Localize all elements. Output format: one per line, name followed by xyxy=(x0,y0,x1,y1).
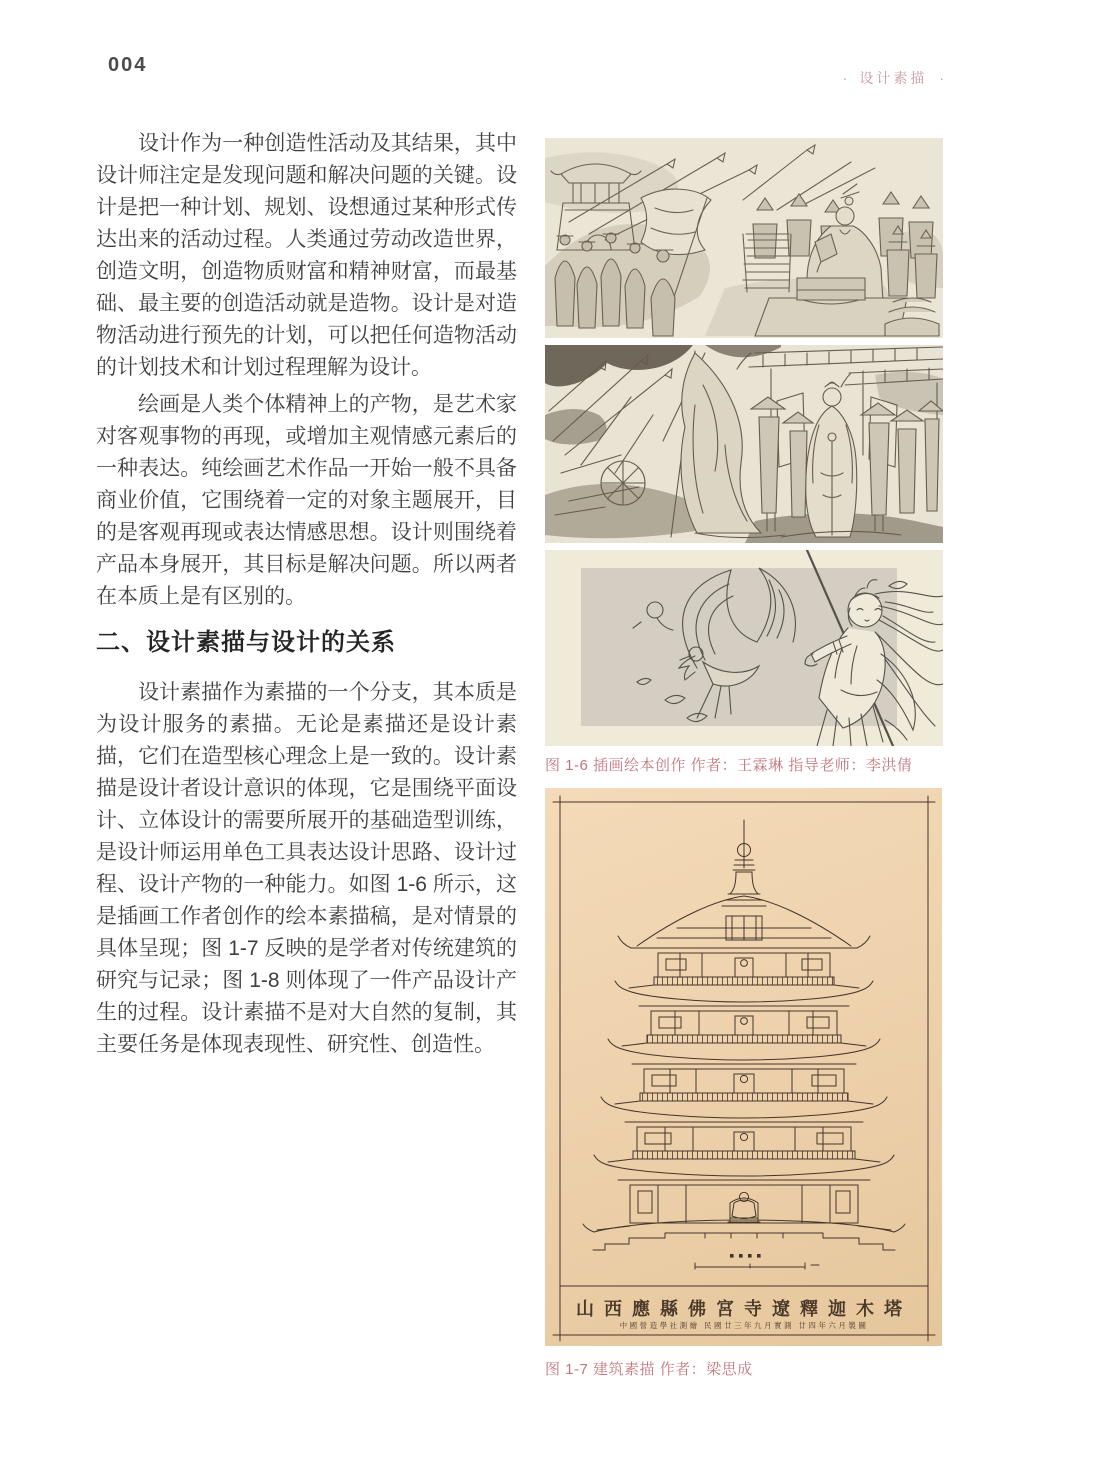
plate-subtitle: 中國營造學社測繪 民國廿三年九月實測 廿四年六月製圖 xyxy=(619,1321,869,1330)
running-head-right-dot: · xyxy=(939,70,944,86)
figure-column xyxy=(545,138,943,1380)
figure-1-6-caption: 图 1-6 插画绘本创作 作者：王霖琳 指导老师：李洪倩 xyxy=(545,757,913,774)
plate-title: 山西應縣佛宮寺遼釋迦木塔 xyxy=(576,1299,912,1319)
running-head-left-dot: · xyxy=(842,70,848,86)
running-head xyxy=(843,68,944,88)
body-paragraph-2: 绘画是人类个体精神上的产物，是艺术家对客观事物的再现，或增加主观情感元素后的一种表达。纯绘画艺术作品一开始一般不具备商业价值，它围绕着一定的对象主题展开，目的是客观再现或表达情感思想。设计则围绕着产品本身展开，其目标是解决问题。所以两者在本质上是有区别的。 xyxy=(96,393,517,608)
figure-1-6-sketch-panel-3 xyxy=(545,550,943,746)
pagoda-drawing xyxy=(545,788,942,1346)
figure-1-7-caption: 图 1-7 建筑素描 作者：梁思成 xyxy=(545,1361,753,1378)
body-paragraph-1: 设计作为一种创造性活动及其结果，其中设计师注定是发现问题和解决问题的关键。设计是把一种计划、规划、设想通过某种形式传达出来的活动过程。人类通过劳动改造世界，创造文明，创造物质财富和精神财富，而最基础、最主要的创造活动就是造物。设计是对造物活动进行预先的计划，可以把任何造物活动的计划技术和计划过程理解为设计。 xyxy=(96,132,517,379)
page-number: 004 xyxy=(108,54,148,76)
running-head-title: 设计素描 xyxy=(859,70,928,86)
figure-1-6-sketch-panel-2 xyxy=(545,345,943,543)
article-text-column xyxy=(96,128,517,1066)
figure-1-6-sketch-panel-1 xyxy=(545,138,943,338)
figure-1-7-plate xyxy=(545,788,942,1346)
body-paragraph-3: 设计素描作为素描的一个分支，其本质是为设计服务的素描。无论是素描还是设计素描，它们在造型核心理念上是一致的。设计素描是设计者设计意识的体现，它是围绕平面设计、立体设计的需要所展开的基础造型训练，是设计师运用单色工具表达设计思路、设计过程、设计产物的一种能力。如图 1-6 所示，这是插画工作者创作的绘本素描稿，是对情景的具体呈现；图 1-7 反映的是学者对传统建筑的研究与记录；图 1-8 则体现了一件产品设计产生的过程。设计素描不是对大自然的复制，其主要任务是体现表现性、研究性、创造性。 xyxy=(96,681,517,1056)
section-heading: 二、设计素描与设计的关系 xyxy=(96,629,396,656)
